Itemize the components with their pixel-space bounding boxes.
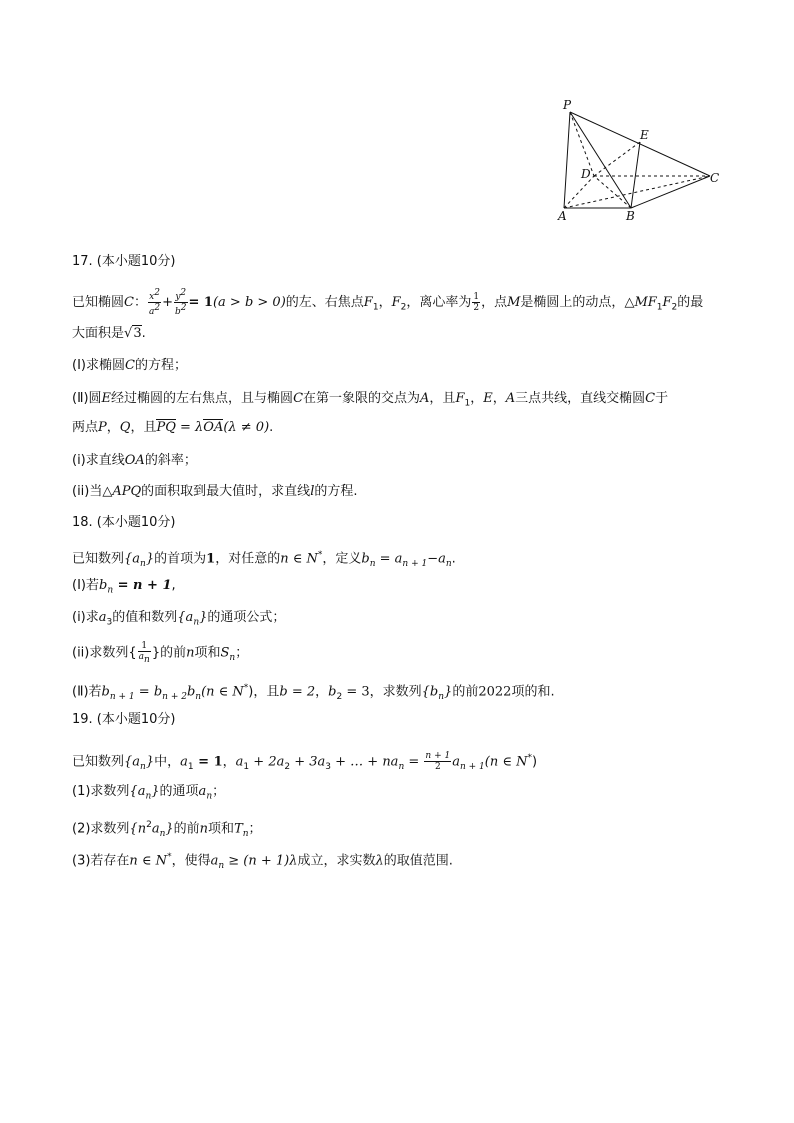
fraction-half: $\frac{1}{2}$ [473, 292, 480, 313]
q17-heading: 17. (本小题10分) [72, 254, 176, 269]
q18-part2: (Ⅱ)若$b_{n + 1} = b_{n + 2}b_n(n$ ∈ N*)，且b = 2，$b_2 = 3$，求数列$\{b_n\}$的前2022项的和. [72, 683, 555, 702]
pyramid-diagram [548, 92, 728, 232]
q19-part2: (2)求数列$\{n^2a_n\}$的前n项和$T_n$； [72, 820, 262, 839]
q18-sub-ii: (ii)求数列{ $\frac{1}{a_n}$ }的前n项和$S_n$； [72, 641, 249, 665]
q19-stem: 已知数列$\{a_n\}$中，$a_1 = 1$，$a_1 + 2a_2 + 3a_3$ + … + $na_n$ = $\frac{n + 1}{2}$ $a_{n + 1}(n$ ∈ N*) [72, 751, 538, 773]
q19-part3: (3)若存在n ∈ N*，使得$a_n \ge (n + 1)\lambda$成立，求实数λ的取值范围. [72, 852, 453, 871]
edge-BC [631, 176, 710, 208]
q19-heading: 19. (本小题10分) [72, 712, 176, 727]
q17-part2-line2: 两点P，Q，且PQ = λOA(λ ≠ 0). [72, 420, 274, 435]
label-A: A [558, 209, 567, 223]
q17-sub-ii: (ii)当△APQ的面积取到最大值时，求直线l的方程. [72, 484, 358, 499]
diagonal-BD [594, 176, 631, 208]
q17-part1: (Ⅰ)求椭圆C的方程； [72, 358, 187, 373]
q17-part2-line1: (Ⅱ)圆E经过椭圆的左右焦点，且与椭圆C在第一象限的交点为A，且$F_1$，E，A三点共线，直线交椭圆C于 [72, 391, 669, 409]
label-B: B [626, 209, 635, 223]
pyramid-figure [548, 92, 728, 232]
segment-BE [631, 142, 640, 208]
q17-stem-line1: 已知椭圆C： $\frac{x^2}{a^2}$ + $\frac{y^2}{b^2}$ = 1(a > b > 0)的左、右焦点$F_1$，$F_2$，离心率为 $\frac{1}{2}$ ，点M是椭圆上的动点，$\triangle MF_1F_2$的最 [72, 288, 704, 317]
label-P: P [563, 98, 572, 112]
fraction-1-over-an: $\frac{1}{a_n}$ [138, 641, 150, 665]
q19-part1: (1)求数列$\{a_n\}$的通项$a_n$； [72, 784, 226, 802]
label-D: D [581, 167, 591, 181]
q18-part1: (Ⅰ)若$b_n = n + 1$, [72, 578, 176, 596]
q18-heading: 18. (本小题10分) [72, 515, 176, 530]
q17-sub-i: (i)求直线OA的斜率； [72, 453, 197, 468]
edge-PA [564, 112, 570, 208]
fraction-y2-b2: $\frac{y^2}{b^2}$ [175, 288, 187, 317]
label-E: E [640, 128, 649, 142]
fraction-x2-a2: $\frac{x^2}{a^2}$ [148, 288, 161, 317]
q17-stem-line2: 大面积是√3. [72, 326, 146, 341]
q18-sub-i: (i)求$a_3$的值和数列$\{a_n\}$的通项公式； [72, 610, 286, 628]
q18-stem: 已知数列$\{a_n\}$的首项为1，对任意的n ∈ N*，定义$b_n = a_{n + 1}-a_n$. [72, 550, 456, 569]
label-C: C [710, 171, 720, 185]
fraction-n1-over-2: $\frac{n + 1}{2}$ [425, 751, 451, 773]
segment-DE [594, 142, 640, 176]
